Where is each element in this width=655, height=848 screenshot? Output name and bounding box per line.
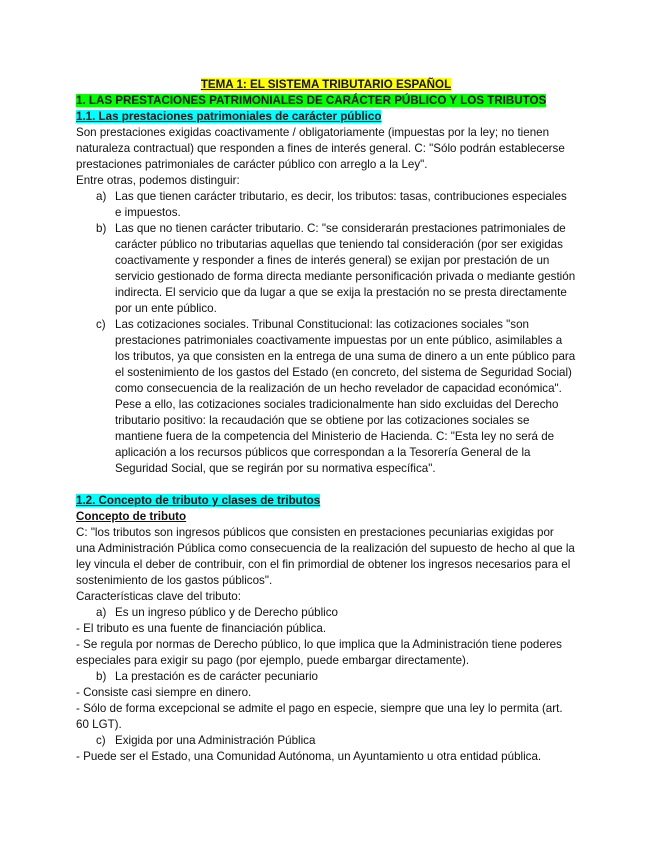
list-item-text: Las cotizaciones sociales. Tribunal Constitucional: las cotizaciones sociales "son prestaciones patrimoniales coactivamente impuestas por un ente público, asimilables a los tributos, ya que consisten en la entrega de una suma de dinero a un ente público para el sostenimiento de los gastos del Estado (en concreto, del sistema de Seguridad Social) como consecuencia de la realización de un hecho revelador de capacidad económica". Pese a ello, las cotizaciones sociales tradicionalmente han sido excluidas del Derecho tributario positivo: la recaudación que se obtiene por las cotizaciones sociales se mantiene fuera de la competencia del Ministerio de Hacienda. C: "Esta ley no será de aplicación a los recursos públicos que correspondan a la Tesorería General de la Seguridad Social, que se regirán por su normativa específica". xyxy=(115,318,576,475)
feature-marker: c) xyxy=(96,734,106,747)
section1-list xyxy=(76,189,576,477)
list-item xyxy=(76,317,576,477)
title-row xyxy=(76,77,576,93)
section1-heading-row xyxy=(76,93,576,109)
feature-c-heading xyxy=(76,733,576,749)
feature-line: - Sólo de forma excepcional se admite el pago en especie, siempre que una ley lo permita (art. 60 LGT). xyxy=(76,702,563,731)
features-label: Características clave del tributo: xyxy=(76,590,241,603)
spacer xyxy=(76,477,576,493)
section2-heading: 1.2. Concepto de tributo y clases de tributos xyxy=(76,494,321,507)
list-marker: a) xyxy=(96,190,107,203)
feature-title: Es un ingreso público y de Derecho público xyxy=(115,606,338,619)
section1-heading: 1. LAS PRESTACIONES PATRIMONIALES DE CARÁCTER PÚBLICO Y LOS TRIBUTOS xyxy=(76,94,547,107)
feature-b-heading xyxy=(76,669,576,685)
feature-line: - Consiste casi siempre en dinero. xyxy=(76,686,252,699)
feature-line: - Puede ser el Estado, una Comunidad Autónoma, un Ayuntamiento u otra entidad pública. xyxy=(76,750,542,763)
section1-distinguish: Entre otras, podemos distinguir: xyxy=(76,174,240,187)
list-item xyxy=(76,221,576,317)
list-item-text: Las que tienen carácter tributario, es decir, los tributos: tasas, contribuciones especiales e impuestos. xyxy=(115,190,567,219)
list-marker: b) xyxy=(96,222,107,235)
section1-sub1-heading-row xyxy=(76,109,576,125)
page-title: TEMA 1: EL SISTEMA TRIBUTARIO ESPAÑOL xyxy=(200,78,452,91)
feature-line: - El tributo es una fuente de financiación pública. xyxy=(76,622,327,635)
list-marker: c) xyxy=(96,318,106,331)
feature-marker: a) xyxy=(96,606,107,619)
section2-heading-row xyxy=(76,493,576,509)
list-item xyxy=(76,189,576,221)
feature-marker: b) xyxy=(96,670,107,683)
concept-heading: Concepto de tributo xyxy=(76,510,187,523)
section1-intro: Son prestaciones exigidas coactivamente / obligatoriamente (impuestas por la ley; no tienen naturaleza contractual) que responden a fines de interés general. C: "Sólo podrán establecerse prestaciones patrimoniales de carácter público con arreglo a la Ley". xyxy=(76,126,565,171)
document-content xyxy=(76,77,576,765)
list-item-text: Las que no tienen carácter tributario. C: "se considerarán prestaciones patrimoniales de carácter público no tributarias aquellas que teniendo tal consideración (por ser exigidas coactivamente y responder a fines de interés general) se exijan por prestación de un servicio gestionado de forma directa mediante personificación privada o mediante gestión indirecta. El servicio que da lugar a que se exija la prestación no se presta directamente por un ente público. xyxy=(115,222,576,315)
feature-title: Exigida por una Administración Pública xyxy=(115,734,316,747)
concept-heading-row xyxy=(76,509,576,525)
feature-title: La prestación es de carácter pecuniario xyxy=(115,670,319,683)
feature-line: - Se regula por normas de Derecho público, lo que implica que la Administración tiene poderes especiales para exigir su pago (por ejemplo, puede embargar directamente). xyxy=(76,638,562,667)
section1-sub1-heading: 1.1. Las prestaciones patrimoniales de carácter público xyxy=(76,110,382,123)
feature-a-heading xyxy=(76,605,576,621)
tributo-definition: C: "los tributos son ingresos públicos que consisten en prestaciones pecuniarias exigidas por una Administración Pública como consecuencia de la realización del supuesto de hecho al que la ley vincula el deber de contribuir, con el fin primordial de obtener los ingresos necesarios para el sostenimiento de los gastos públicos". xyxy=(76,526,575,587)
